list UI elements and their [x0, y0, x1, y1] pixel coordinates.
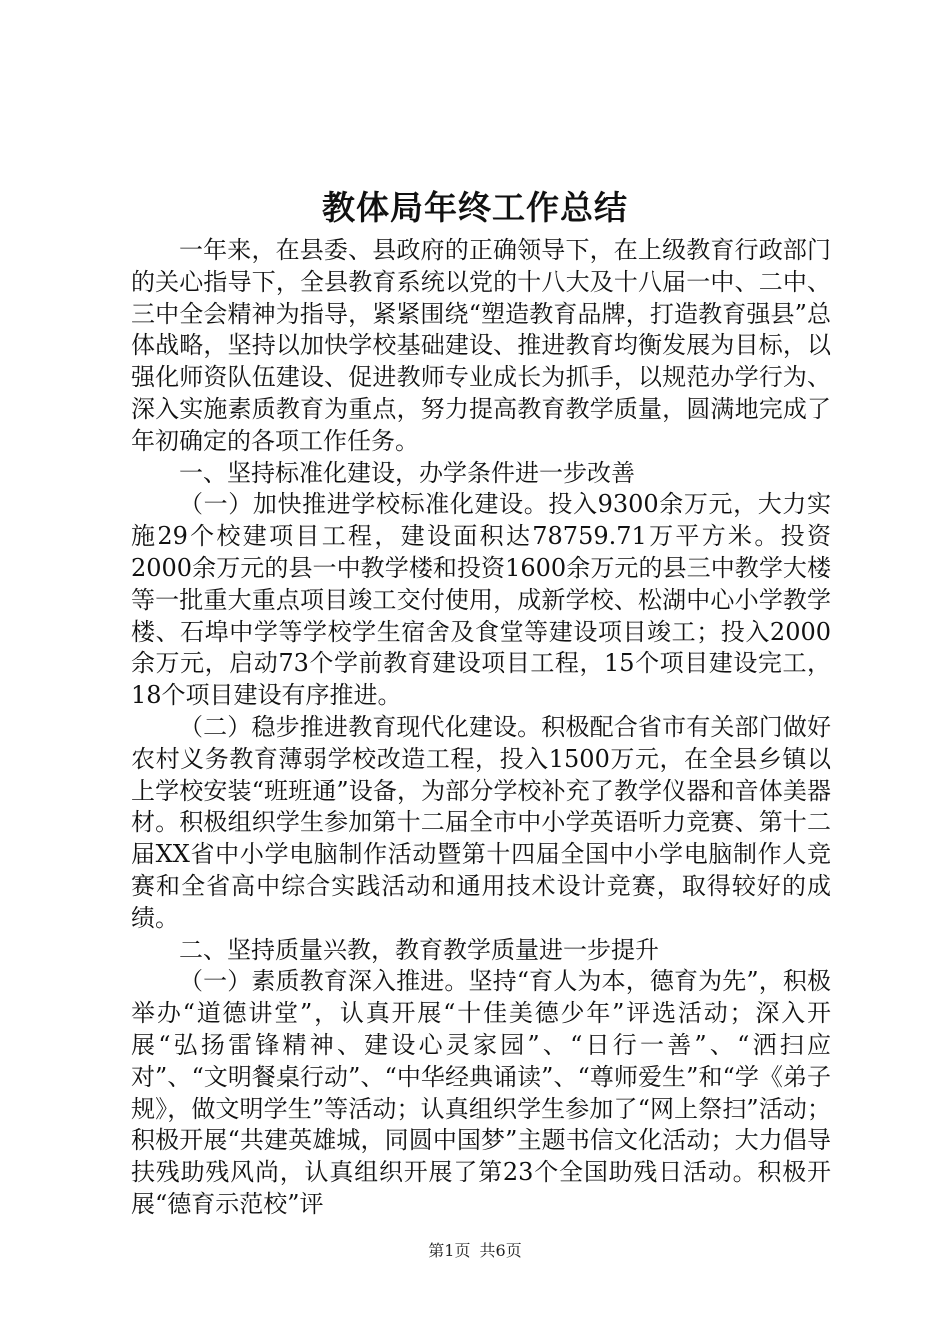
paragraph-2-1: （一）素质教育深入推进。坚持“育人为本，德育为先”，积极举办“道德讲堂”，认真开展“十佳美德少年”评选活动；深入开展“弘扬雷锋精神、建设心灵家园”、“日行一善”、“洒扫应对”、“文明餐桌行动”、“中华经典诵读”、“尊师爱生”和“学《弟子规》，做文明学生”等活动；认真组织学生参加了“网上祭扫”活动；积极开展“共建英雄城，同圆中国梦”主题书信文化活动；大力倡导扶残助残风尚，认真组织开展了第23个全国助残日活动。积极开展“德育示范校”评 [131, 967, 831, 1218]
page-total: 共6页 [479, 1241, 522, 1260]
section-heading-2: 二、坚持质量兴教，教育教学质量进一步提升 [179, 935, 659, 964]
intro-paragraph: 一年来，在县委、县政府的正确领导下，在上级教育行政部门的关心指导下，全县教育系统以党的十八大及十八届一中、二中、三中全会精神为指导，紧紧围绕“塑造教育品牌，打造教育强县”总体战略，坚持以加快学校基础建设、推进教育均衡发展为目标，以强化师资队伍建设、促进教师专业成长为抓手，以规范办学行为、深入实施素质教育为重点，努力提高教育教学质量，圆满地完成了年初确定的各项工作任务。 [131, 236, 831, 455]
page-footer [0, 1241, 950, 1261]
document-body [131, 235, 831, 1221]
section-heading-1: 一、坚持标准化建设，办学条件进一步改善 [179, 458, 635, 487]
paragraph-1-1: （一）加快推进学校标准化建设。投入9300余万元，大力实施29个校建项目工程，建设面积达78759.71万平方米。投资2000余万元的县一中教学楼和投资1600余万元的县三中教学大楼等一批重大重点项目竣工交付使用，成新学校、松湖中心小学教学楼、石埠中学等学校学生宿舍及食堂等建设项目竣工；投入2000余万元，启动73个学前教育建设项目工程，15个项目建设完工，18个项目建设有序推进。 [131, 490, 831, 710]
paragraph-1-2: （二）稳步推进教育现代化建设。积极配合省市有关部门做好农村义务教育薄弱学校改造工程，投入1500万元，在全县乡镇以上学校安装“班班通”设备，为部分学校补充了教学仪器和音体美器材。积极组织学生参加第十二届全市中小学英语听力竞赛、第十二届XX省中小学电脑制作活动暨第十四届全国中小学电脑制作人竞赛和全省高中综合实践活动和通用技术设计竞赛，取得较好的成绩。 [131, 712, 831, 932]
document-title: 教体局年终工作总结 [322, 188, 628, 227]
page-number: 第1页 [428, 1241, 471, 1260]
